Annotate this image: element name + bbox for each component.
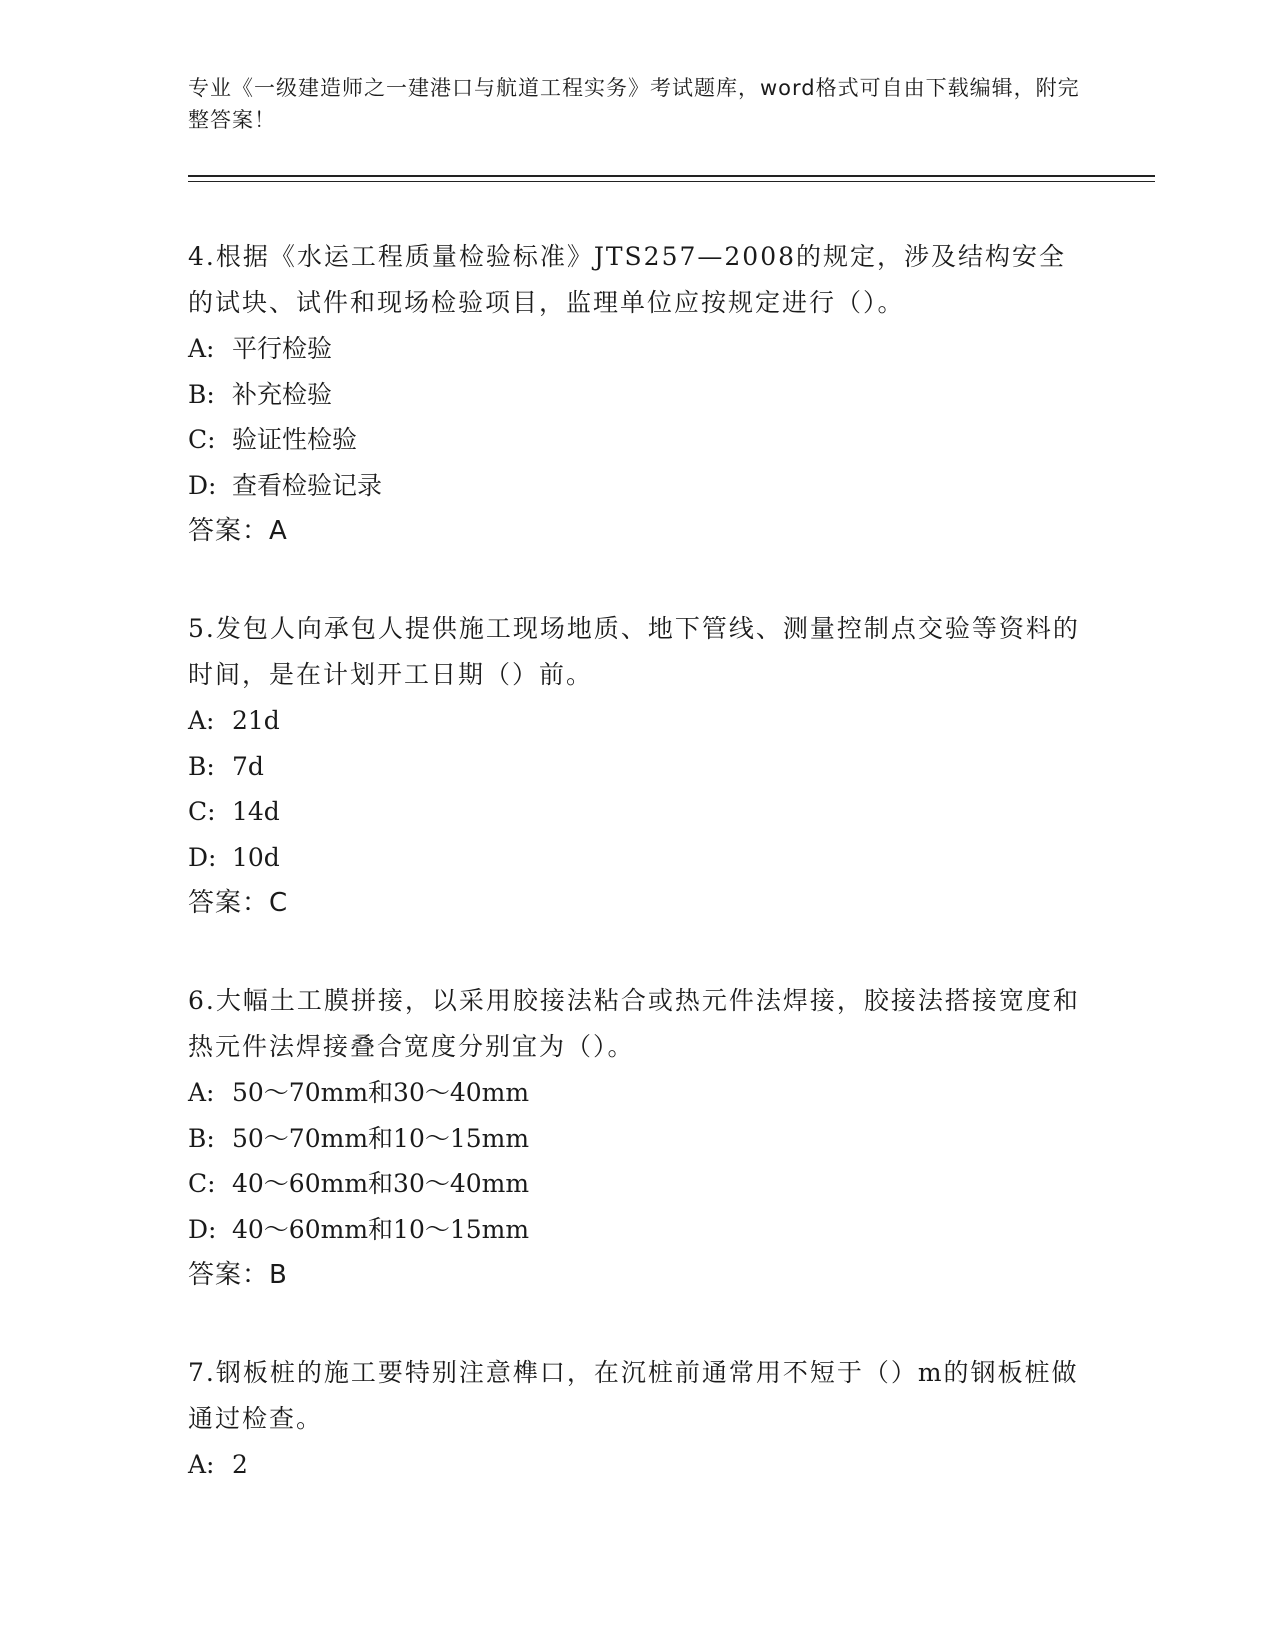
option-letter: C: [188,1169,216,1198]
option-text: 查看检验记录 [232,470,383,500]
option-text: 7d [232,751,264,781]
option-a [188,326,1088,372]
option-c [188,417,1088,463]
option-letter: A: [188,1078,215,1107]
option-text: 10d [232,842,280,872]
option-letter: C: [188,425,216,454]
answer-line: 答案：A [188,516,288,546]
option-a [188,698,1088,744]
question-6 [188,978,1088,1298]
option-d [188,463,1088,509]
header-divider-thick [188,175,1155,177]
question-list [188,234,1088,1540]
option-d [188,835,1088,881]
option-letter: D: [188,470,217,500]
option-letter: D: [188,842,217,872]
option-text: 21d [232,706,280,735]
option-a [188,1070,1088,1116]
question-5 [188,606,1088,926]
option-letter: B: [188,751,215,781]
question-text: 7.钢板桩的施工要特别注意榫口，在沉桩前通常用不短于（）m的钢板桩做通过检查。 [188,1358,1079,1433]
question-text: 4.根据《水运工程质量检验标准》JTS257—2008的规定，涉及结构安全的试块、试件和现场检验项目，监理单位应按规定进行（）。 [188,242,1067,317]
question-7 [188,1350,1088,1488]
option-text: 40～60mm和30～40mm [232,1169,530,1198]
question-text: 6.大幅土工膜拼接，以采用胶接法粘合或热元件法焊接，胶接法搭接宽度和热元件法焊接叠合宽度分别宜为（）。 [188,986,1080,1061]
header-divider-thin [188,181,1155,182]
option-text: 验证性检验 [232,425,358,454]
option-letter: B: [188,379,215,409]
option-c [188,1161,1088,1207]
option-text: 14d [232,797,280,826]
option-b [188,744,1088,790]
option-text: 补充检验 [232,379,333,409]
option-text: 50～70mm和10～15mm [232,1123,530,1153]
option-letter: A: [188,706,215,735]
option-b [188,372,1088,418]
option-d [188,1207,1088,1253]
option-a [188,1442,1088,1488]
option-b [188,1116,1088,1162]
option-c [188,789,1088,835]
option-letter: B: [188,1123,215,1153]
document-intro: 专业《一级建造师之一建港口与航道工程实务》考试题库，word格式可自由下载编辑，附完整答案！ [188,76,1080,132]
option-text: 平行检验 [232,334,333,363]
question-text: 5.发包人向承包人提供施工现场地质、地下管线、测量控制点交验等资料的时间，是在计划开工日期（）前。 [188,614,1080,689]
option-letter: D: [188,1214,217,1244]
option-letter: A: [188,1450,215,1479]
option-text: 2 [232,1450,248,1479]
answer-line: 答案：C [188,888,289,918]
option-letter: C: [188,797,216,826]
option-letter: A: [188,334,215,363]
option-text: 50～70mm和30～40mm [232,1078,530,1107]
answer-line: 答案：B [188,1260,288,1290]
question-4 [188,234,1088,554]
option-text: 40～60mm和10～15mm [232,1214,530,1244]
